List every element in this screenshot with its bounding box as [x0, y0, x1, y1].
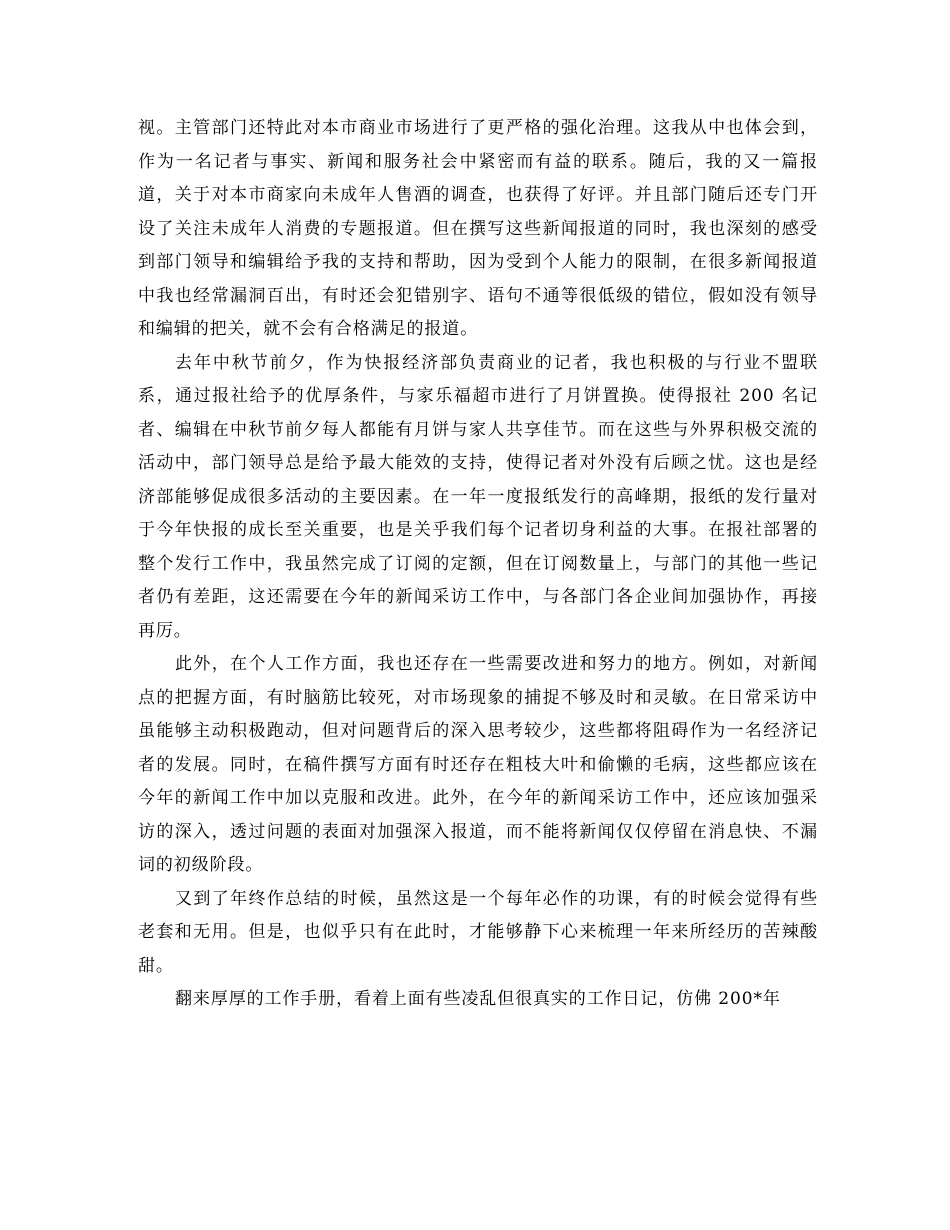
- paragraph-1: 视。主管部门还特此对本市商业市场进行了更严格的强化治理。这我从中也体会到，作为一名记者与事实、新闻和服务社会中紧密而有益的联系。随后，我的又一篇报道，关于对本市商家向未成年人售酒的调查，也获得了好评。并且部门随后还专门开设了关注未成年人消费的专题报道。但在撰写这些新闻报道的同时，我也深刻的感受到部门领导和编辑给予我的支持和帮助，因为受到个人能力的限制，在很多新闻报道中我也经常漏洞百出，有时还会犯错别字、语句不通等很低级的错位，假如没有领导和编辑的把关，就不会有合格满足的报道。: [138, 118, 818, 339]
- paragraph-2: 去年中秋节前夕，作为快报经济部负责商业的记者，我也积极的与行业不盟联系，通过报社给予的优厚条件，与家乐福超市进行了月饼置换。使得报社 200 名记者、编辑在中秋节前夕每人都能有月饼与家人共享佳节。而在这些与外界积极交流的活动中，部门领导总是给予最大能效的支持，使得记者对外没有后顾之忧。这也是经济部能够促成很多活动的主要因素。在一年一度报纸发行的高峰期，报纸的发行量对于今年快报的成长至关重要，也是关乎我们每个记者切身利益的大事。在报社部署的整个发行工作中，我虽然完成了订阅的定额，但在订阅数量上，与部门的其他一些记者仍有差距，这还需要在今年的新闻采访工作中，与各部门各企业间加强协作，再接再厉。: [138, 352, 818, 641]
- document-body: [138, 112, 818, 1017]
- paragraph-4: 又到了年终作总结的时候，虽然这是一个每年必作的功课，有的时候会觉得有些老套和无用。但是，也似乎只有在此时，才能够静下心来梳理一年来所经历的苦辣酸甜。: [138, 888, 818, 976]
- paragraph-5: 翻来厚厚的工作手册，看着上面有些凌乱但很真实的工作日记，仿佛 200*年: [175, 989, 781, 1009]
- paragraph-3: 此外，在个人工作方面，我也还存在一些需要改进和努力的地方。例如，对新闻点的把握方面，有时脑筋比较死，对市场现象的捕捉不够及时和灵敏。在日常采访中虽能够主动积极跑动，但对问题背后的深入思考较少，这些都将阻碍作为一名经济记者的发展。同时，在稿件撰写方面有时还存在粗枝大叶和偷懒的毛病，这些都应该在今年的新闻工作中加以克服和改进。此外，在今年的新闻采访工作中，还应该加强采访的深入，透过问题的表面对加强深入报道，而不能将新闻仅仅停留在消息快、不漏词的初级阶段。: [138, 654, 818, 875]
